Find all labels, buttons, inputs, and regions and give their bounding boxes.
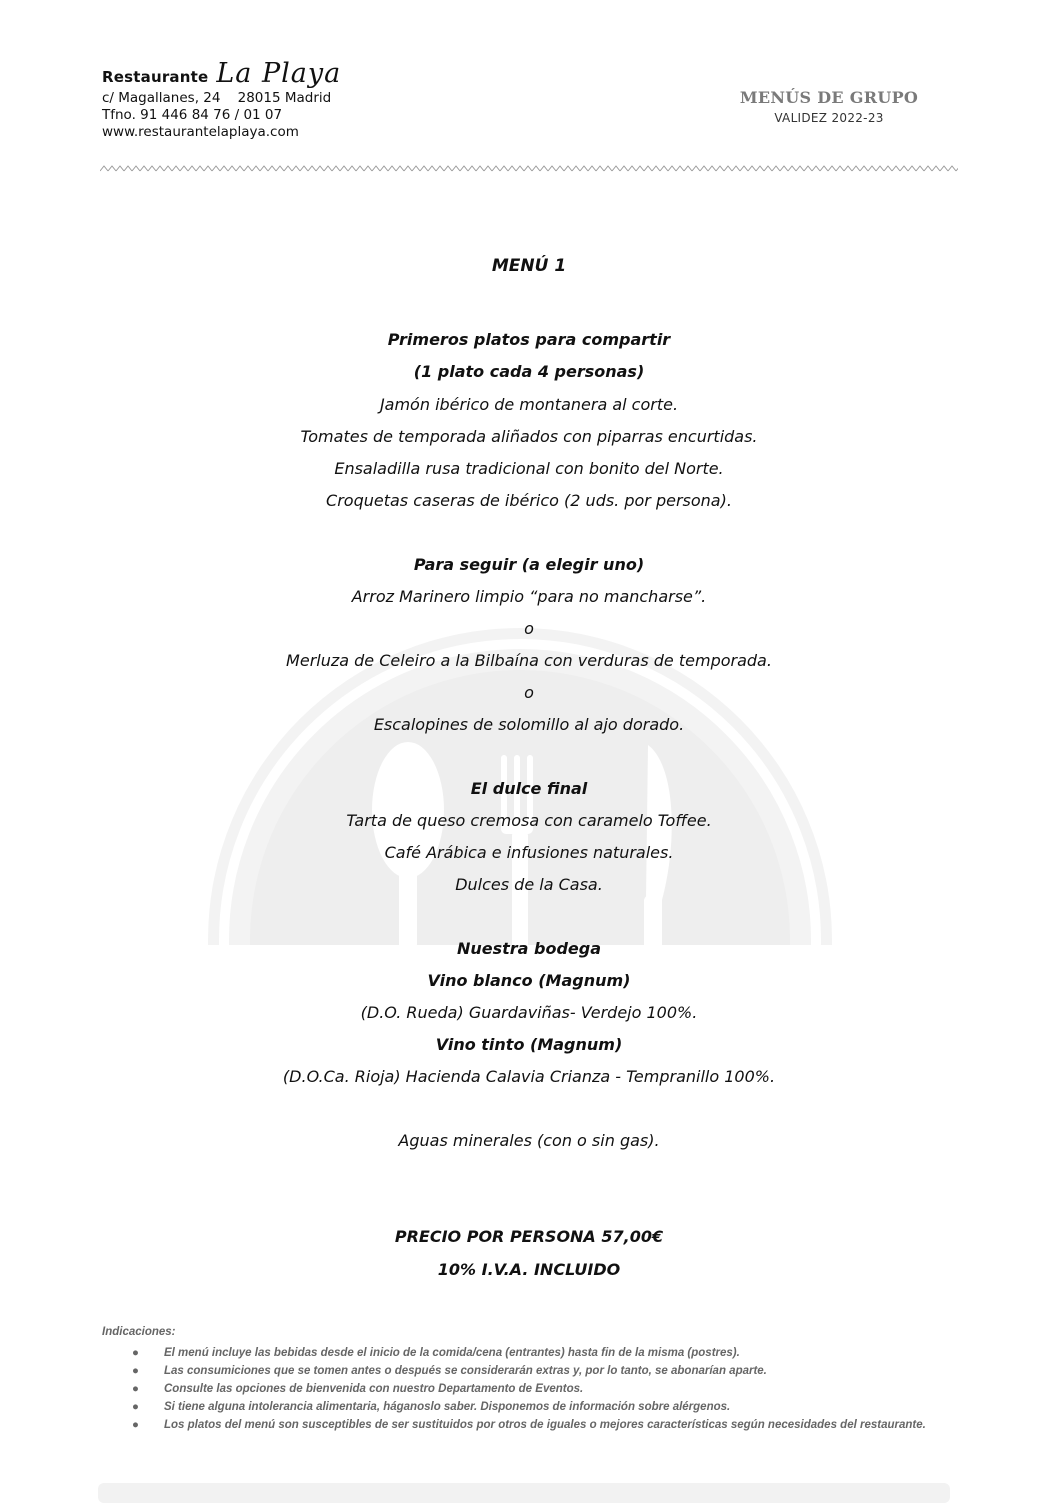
vat-note: 10% I.V.A. INCLUIDO [437,1260,621,1279]
menu-item: Café Arábica e infusiones naturales. [384,843,674,862]
menus-title: MENÚS DE GRUPO [739,88,919,107]
indications-title: Indicaciones: [102,1326,176,1338]
menu-item: Tomates de temporada aliñados con piparras encurtidas. [300,427,758,446]
address: c/ Magallanes, 24 28015 Madrid [102,90,332,106]
footer-box [98,1483,950,1503]
restaurant-header [102,58,462,141]
brand-word: Restaurante [102,68,209,86]
menu-item: Dulces de la Casa. [455,875,603,894]
dulce-heading: El dulce final [470,779,588,798]
menu-item: Jamón ibérico de montanera al corte. [379,395,679,414]
red-wine-heading: Vino tinto (Magnum) [435,1035,623,1054]
primeros-heading: Primeros platos para compartir [387,330,671,349]
indication-item: ● Si tiene alguna intolerancia alimentaria, háganoslo saber. Disponemos de información sobre alérgenos. [102,1398,962,1416]
brand-logo-script: La Playa [216,58,342,89]
menu-header-right [720,88,938,125]
menu-item: Escalopines de solomillo al ajo dorado. [373,715,685,734]
white-wine: (D.O. Rueda) Guardaviñas- Verdejo 100%. [360,1003,698,1022]
or-separator: o [524,619,534,638]
website: www.restaurantelaplaya.com [102,124,299,140]
indication-item: ● Las consumiciones que se tomen antes o después se considerarán extras y, por lo tanto, se abonarían aparte. [102,1362,962,1380]
water: Aguas minerales (con o sin gas). [398,1131,660,1150]
bullet-icon: ● [132,1383,139,1395]
bullet-icon: ● [132,1365,139,1377]
phone: Tfno. 91 446 84 76 / 01 07 [102,107,283,123]
indication-item: ● Los platos del menú son susceptibles de ser sustituidos por otros de iguales o mejores características según necesidades del restaurante. [102,1416,962,1434]
menu-title: MENÚ 1 [491,256,567,276]
menu-item: Merluza de Celeiro a la Bilbaína con verduras de temporada. [286,651,772,670]
price: PRECIO POR PERSONA 57,00€ [394,1227,664,1246]
seguir-heading: Para seguir (a elegir uno) [413,555,645,574]
menu-item: Ensaladilla rusa tradicional con bonito del Norte. [334,459,724,478]
indication-item: ● El menú incluye las bebidas desde el inicio de la comida/cena (entrantes) hasta fin de la misma (postres). [102,1344,962,1362]
menu-item: Tarta de queso cremosa con caramelo Toffee. [346,811,712,830]
bullet-icon: ● [132,1347,139,1359]
indication-item: ● Consulte las opciones de bienvenida con nuestro Departamento de Eventos. [102,1380,962,1398]
primeros-subheading: (1 plato cada 4 personas) [413,362,645,381]
zigzag-divider [100,160,958,174]
red-wine: (D.O.Ca. Rioja) Hacienda Calavia Crianza - Tempranillo 100%. [282,1067,776,1086]
bullet-icon: ● [132,1401,139,1413]
brand [102,58,462,90]
validity: VALIDEZ 2022-23 [774,111,884,125]
indications [102,1326,962,1434]
or-separator: o [524,683,534,702]
white-wine-heading: Vino blanco (Magnum) [427,971,631,990]
bullet-icon: ● [132,1419,139,1431]
bodega-heading: Nuestra bodega [456,939,602,958]
menu-item: Croquetas caseras de ibérico (2 uds. por persona). [326,491,732,510]
menu-item: Arroz Marinero limpio “para no mancharse”. [351,587,707,606]
knife-handle [644,895,662,945]
